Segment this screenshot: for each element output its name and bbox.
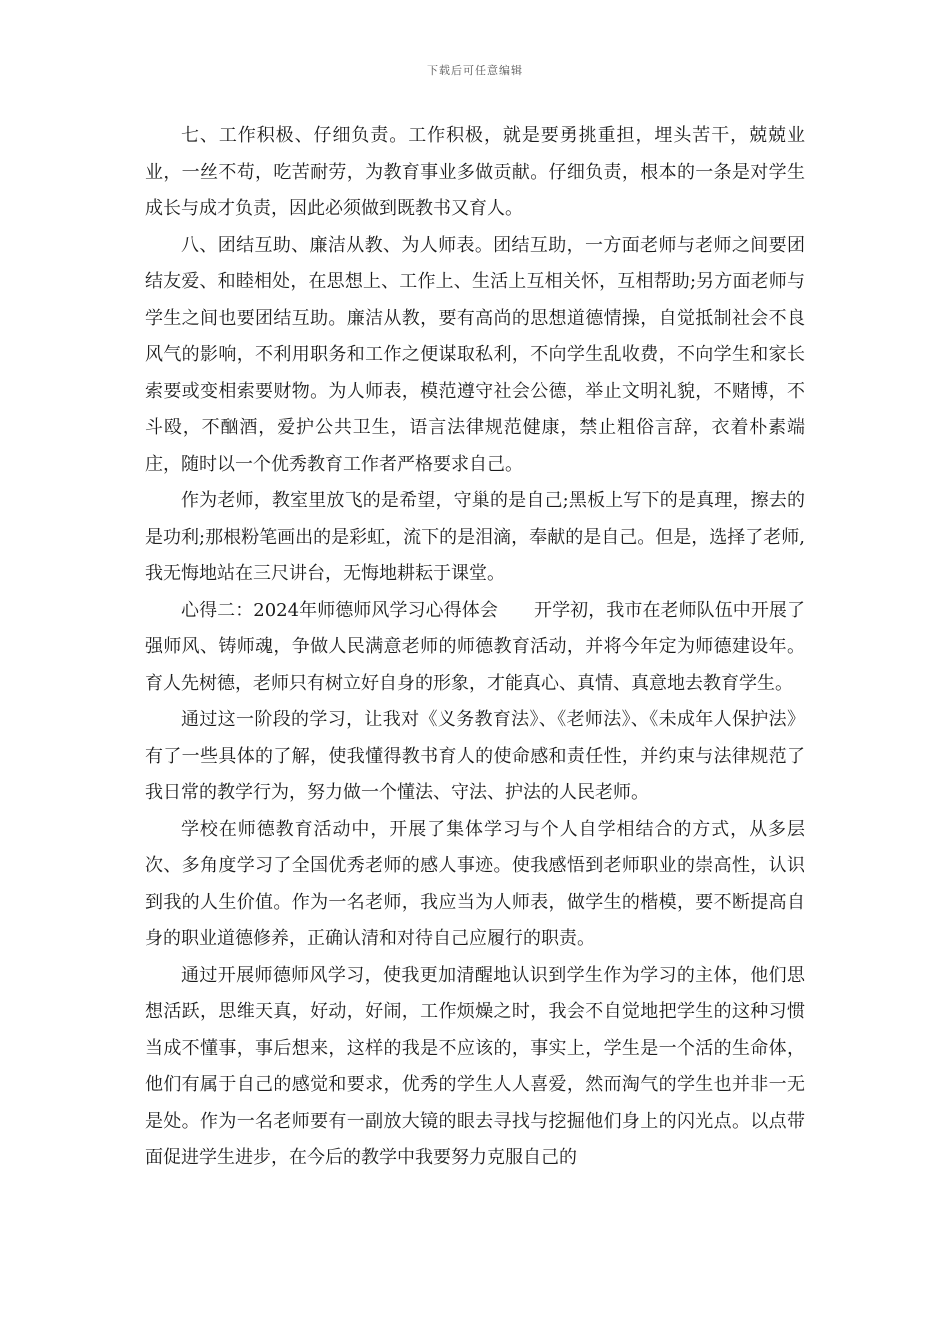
paragraph-law-study: 通过这一阶段的学习，让我对《义务教育法》、《老师法》、《未成年人保护法》有了一些具体的了解，使我懂得教书育人的使命感和责任性，并约束与法律规范了我日常的教学行为，努力做一个懂法、守法、护法的人民老师。 [145,709,805,803]
paragraph-student-focus: 通过开展师德师风学习，使我更加清醒地认识到学生作为学习的主体，他们思想活跃，思维天真，好动，好闹，工作烦燥之时，我会不自觉地把学生的这种习惯当成不懂事，事后想来，这样的我是不应该的，事实上，学生是一个活的生命体，他们有属于自己的感觉和要求，优秀的学生人人喜爱，然而淘气的学生也并非一无是处。作为一名老师要有一副放大镜的眼去寻找与挖掘他们身上的闪光点。以点带面促进学生进步，在今后的教学中我要努力克服自己的 [145,964,805,1168]
document-body [145,118,805,1177]
paragraph-seven: 七、工作积极、仔细负责。工作积极，就是要勇挑重担，埋头苦干，兢兢业业，一丝不苟，吃苦耐劳，为教育事业多做贡献。仔细负责，根本的一条是对学生成长与成才负责，因此必须做到既教书又育人。 [145,125,805,219]
paragraph-eight: 八、团结互助、廉洁从教、为人师表。团结互助，一方面老师与老师之间要团结友爱、和睦相处，在思想上、工作上、生活上互相关怀，互相帮助;另方面老师与学生之间也要团结互助。廉洁从教，要有高尚的思想道德情操，自觉抵制社会不良风气的影响，不利用职务和工作之便谋取私利，不向学生乱收费，不向学生和家长索要或变相索要财物。为人师表，模范遵守社会公德，举止文明礼貌，不赌博，不斗殴，不酗酒，爱护公共卫生，语言法律规范健康，禁止粗俗言辞，衣着朴素端庄，随时以一个优秀教育工作者严格要求自己。 [145,234,805,475]
page-header-note: 下载后可任意编辑 [427,64,523,77]
paragraph-teacher-reflection: 作为老师，教室里放飞的是希望，守巢的是自己;黑板上写下的是真理，擦去的是功利;那根粉笔画出的是彩虹，流下的是泪滴，奉献的是自己。但是，选择了老师,我无悔地站在三尺讲台，无悔地耕耘于课堂。 [145,490,805,584]
paragraph-experience-two: 心得二：2024年师德师风学习心得体会 开学初，我市在老师队伍中开展了强师风、铸师魂，争做人民满意老师的师德教育活动，并将今年定为师德建设年。育人先树德，老师只有树立好自身的形象，才能真心、真情、真意地去教育学生。 [145,599,805,694]
paragraph-school-activity: 学校在师德教育活动中，开展了集体学习与个人自学相结合的方式，从多层次、多角度学习了全国优秀老师的感人事迹。使我感悟到老师职业的崇高性，认识到我的人生价值。作为一名老师，我应当为人师表，做学生的楷模，要不断提高自身的职业道德修养，正确认清和对待自己应履行的职责。 [145,818,805,949]
